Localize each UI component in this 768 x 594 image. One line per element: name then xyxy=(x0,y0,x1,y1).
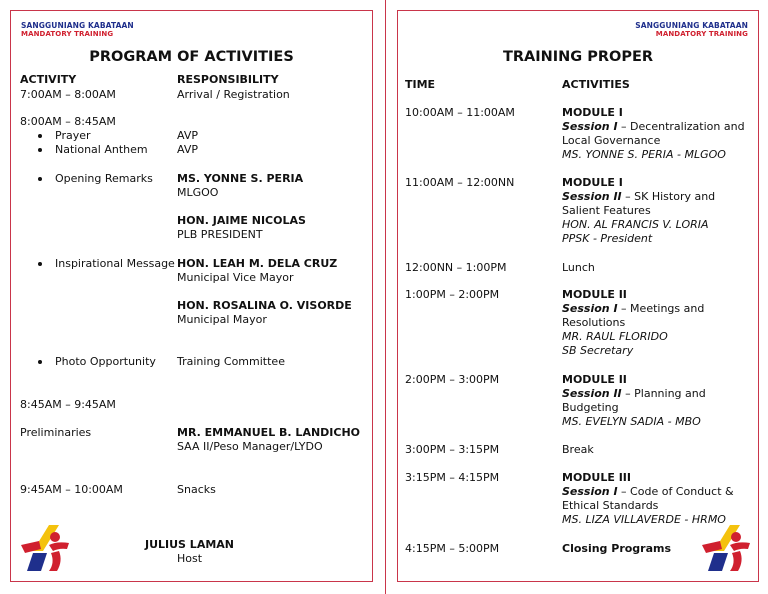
row-4-session-line xyxy=(562,302,704,316)
anthem-label: National Anthem xyxy=(55,143,148,156)
bullet-icon xyxy=(38,262,42,266)
speaker-1-name: MS. YONNE S. PERIA xyxy=(177,172,304,185)
row-2-module: MODULE I xyxy=(562,176,623,189)
program-panel xyxy=(10,10,373,582)
row-2-speaker-role: PPSK - President xyxy=(562,232,653,245)
prelim-speaker-name: MR. EMMANUEL B. LANDICHO xyxy=(177,426,361,439)
column-header-time: TIME xyxy=(405,78,436,91)
row-7-topic-cont: Ethical Standards xyxy=(562,499,659,512)
row-4-time: 1:00PM – 2:00PM xyxy=(405,288,500,301)
row-7-topic: – Code of Conduct & xyxy=(617,485,734,498)
row-2-speaker: HON. AL FRANCIS V. LORIA xyxy=(562,218,709,231)
photo-label: Photo Opportunity xyxy=(55,355,156,368)
snacks-label: Snacks xyxy=(177,483,216,496)
row-5-session: Session II xyxy=(562,387,622,400)
brand-header xyxy=(635,21,748,39)
inspirational-label: Inspirational Message xyxy=(55,257,175,270)
brand-header xyxy=(21,21,134,39)
row-7-session-line xyxy=(562,485,734,499)
row-4-speaker-role: SB Secretary xyxy=(562,344,634,357)
snacks-time: 9:45AM – 10:00AM xyxy=(20,483,123,496)
row-3-time: 12:00NN – 1:00PM xyxy=(405,261,507,274)
row-7-speaker: MS. LIZA VILLAVERDE - HRMO xyxy=(562,513,726,526)
row-2-time: 11:00AM – 12:00NN xyxy=(405,176,515,189)
row-1-module: MODULE I xyxy=(562,106,623,119)
row-2-session-line xyxy=(562,190,715,204)
row-5-time: 2:00PM – 3:00PM xyxy=(405,373,500,386)
photo-responsibility: Training Committee xyxy=(177,355,285,368)
row-2-topic-cont: Salient Features xyxy=(562,204,651,217)
row-7-time: 3:15PM – 4:15PM xyxy=(405,471,500,484)
fold-line xyxy=(385,0,386,594)
host-name: JULIUS LAMAN xyxy=(145,538,234,551)
speaker-3-role: Municipal Vice Mayor xyxy=(177,271,294,284)
speaker-3-name: HON. LEAH M. DELA CRUZ xyxy=(177,257,338,270)
column-header-activities: ACTIVITIES xyxy=(562,78,630,91)
prelim-time: 8:45AM – 9:45AM xyxy=(20,398,116,411)
bullet-icon xyxy=(38,177,42,181)
sk-logo-icon xyxy=(19,523,71,573)
row-2-session: Session II xyxy=(562,190,622,203)
row-1-topic-cont: Local Governance xyxy=(562,134,661,147)
column-header-activity: ACTIVITY xyxy=(20,73,77,86)
training-title: TRAINING PROPER xyxy=(502,49,654,65)
row-7-session: Session I xyxy=(562,485,618,498)
row-1-session: Session I xyxy=(562,120,618,133)
training-panel xyxy=(397,10,759,582)
row-1-topic: – Decentralization and xyxy=(617,120,745,133)
bullet-icon xyxy=(38,360,42,364)
row-4-topic-cont: Resolutions xyxy=(562,316,626,329)
brand-line-2: MANDATORY TRAINING xyxy=(655,30,748,38)
host-role: Host xyxy=(177,552,203,565)
row-1-session-line xyxy=(562,120,745,134)
prayer-label: Prayer xyxy=(55,129,91,142)
column-header-responsibility: RESPONSIBILITY xyxy=(177,73,279,86)
opening-remarks-label: Opening Remarks xyxy=(55,172,153,185)
sk-logo-icon xyxy=(700,523,752,573)
row-8-time: 4:15PM – 5:00PM xyxy=(405,542,500,555)
row-5-speaker: MS. EVELYN SADIA - MBO xyxy=(562,415,701,428)
speaker-4-role: Municipal Mayor xyxy=(177,313,267,326)
row-6-activity: Break xyxy=(562,443,594,456)
program-title: PROGRAM OF ACTIVITIES xyxy=(89,49,294,65)
row-6-time: 3:00PM – 3:15PM xyxy=(405,443,500,456)
row-4-session: Session I xyxy=(562,302,618,315)
registration-time: 7:00AM – 8:00AM xyxy=(20,88,116,101)
brand-line-1: SANGGUNIANG KABATAAN xyxy=(635,21,748,30)
row-5-topic-cont: Budgeting xyxy=(562,401,619,414)
row-4-speaker: MR. RAUL FLORIDO xyxy=(562,330,668,343)
row-1-speaker: MS. YONNE S. PERIA - MLGOO xyxy=(562,148,726,161)
row-4-topic: – Meetings and xyxy=(617,302,705,315)
row-3-activity: Lunch xyxy=(562,261,595,274)
preliminaries-label: Preliminaries xyxy=(20,426,92,439)
prayer-responsibility: AVP xyxy=(177,129,198,142)
brand-line-1: SANGGUNIANG KABATAAN xyxy=(21,21,134,30)
row-4-module: MODULE II xyxy=(562,288,627,301)
bullet-icon xyxy=(38,148,42,152)
brand-line-2: MANDATORY TRAINING xyxy=(21,30,114,38)
row-1-time: 10:00AM – 11:00AM xyxy=(405,106,515,119)
speaker-2-name: HON. JAIME NICOLAS xyxy=(177,214,306,227)
row-8-activity: Closing Programs xyxy=(562,542,672,555)
registration-responsibility: Arrival / Registration xyxy=(177,88,290,101)
speaker-4-name: HON. ROSALINA O. VISORDE xyxy=(177,299,352,312)
row-5-session-line xyxy=(562,387,706,401)
row-5-topic: – Planning and xyxy=(621,387,706,400)
bullet-icon xyxy=(38,134,42,138)
row-5-module: MODULE II xyxy=(562,373,627,386)
row-7-module: MODULE III xyxy=(562,471,631,484)
speaker-1-role: MLGOO xyxy=(177,186,219,199)
prelim-speaker-role: SAA II/Peso Manager/LYDO xyxy=(177,440,323,453)
opening-time: 8:00AM – 8:45AM xyxy=(20,115,116,128)
row-2-topic: – SK History and xyxy=(621,190,716,203)
anthem-responsibility: AVP xyxy=(177,143,198,156)
speaker-2-role: PLB PRESIDENT xyxy=(177,228,263,241)
